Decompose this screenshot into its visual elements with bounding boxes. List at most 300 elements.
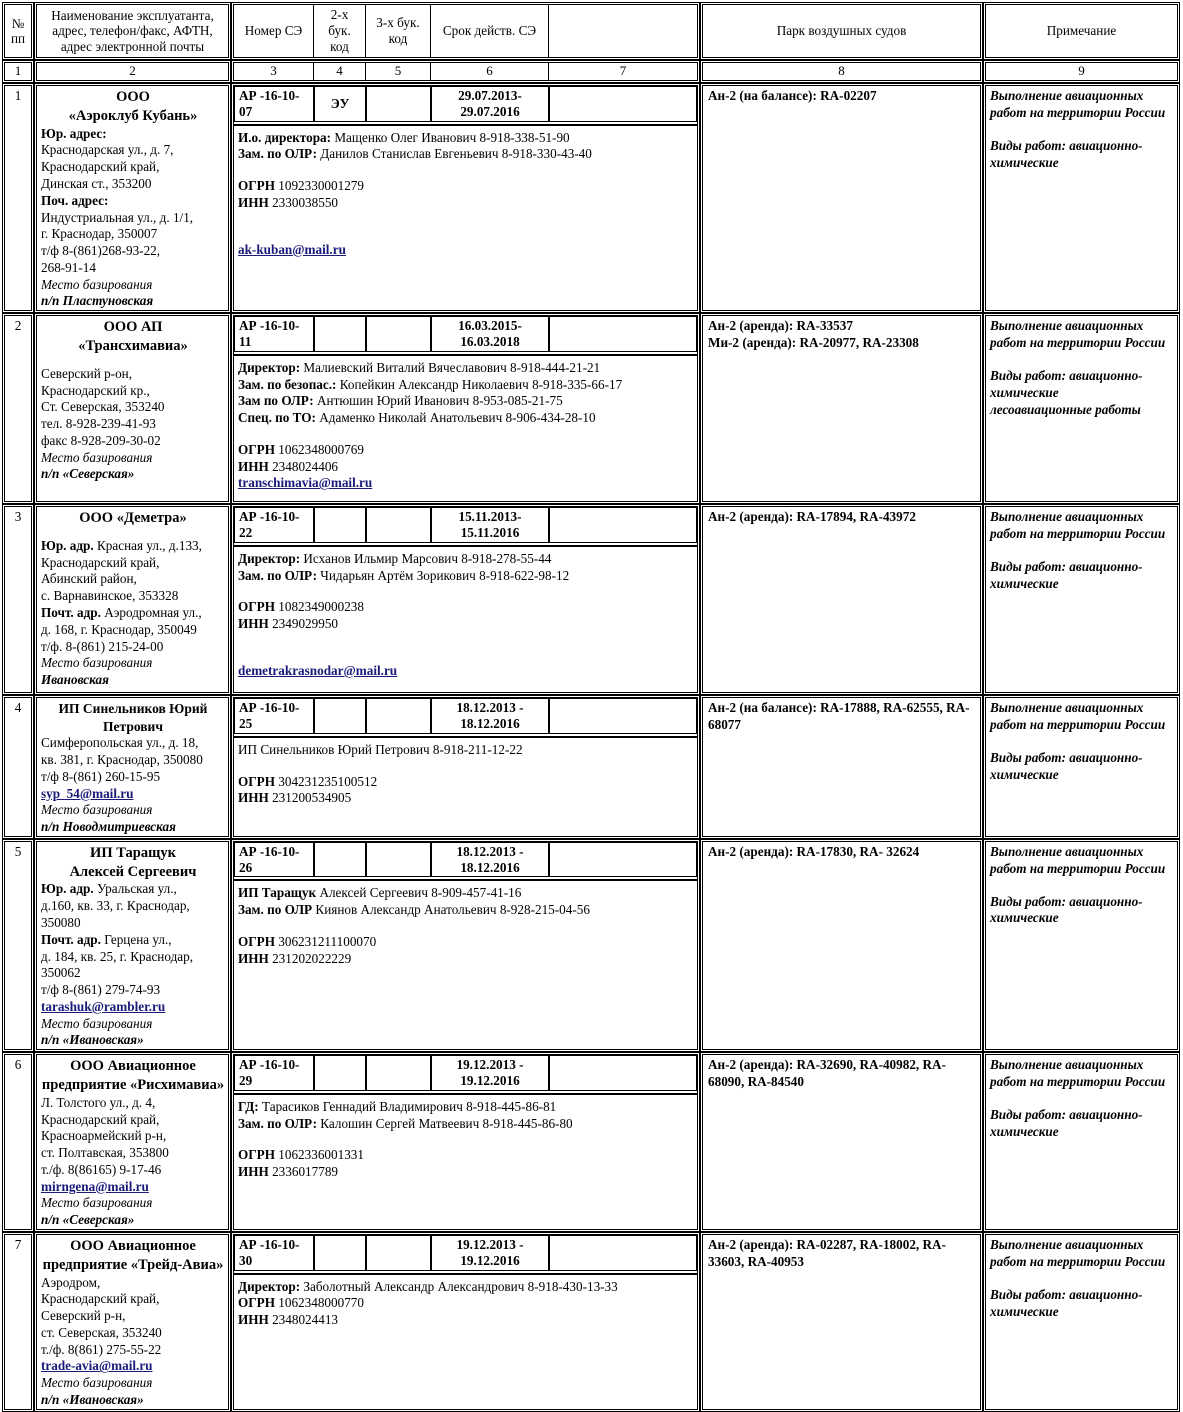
operator-name [41, 700, 225, 735]
registry-id-label: ОГРН [238, 1147, 275, 1163]
header-operator: Наименование эксплуатанта, адрес, телефон/факс, АФТН, адрес электронной почты [34, 2, 231, 60]
header-num-9: 9 [983, 60, 1180, 83]
contact-line [238, 1279, 693, 1296]
address-line: д.160, кв. 33, г. Краснодар, [41, 898, 190, 914]
address-line: Краснодарский край, [41, 159, 160, 175]
row-number-value: 6 [14, 1057, 22, 1073]
aircraft-fleet: Ан-2 (аренда): RA-02287, RA-18002, RA-33603, RA-40953 [700, 1232, 983, 1412]
address-label: Почт. адр. [41, 605, 101, 621]
contact-value: Адаменко Николай Анатольевич 8-906-434-28-10 [315, 410, 596, 426]
operator-info [34, 83, 231, 313]
operator-address [41, 126, 225, 310]
contact-value: 304231235100512 [274, 773, 378, 789]
operator-email-link[interactable]: ak-kuban@mail.ru [238, 241, 346, 257]
address-line: Ст. Северская, 353240 [41, 399, 165, 415]
certificate-number: АР -16-10-29 [234, 1055, 314, 1091]
two-letter-code [314, 316, 366, 352]
three-letter-code [366, 698, 431, 734]
contact-line [238, 551, 693, 568]
header-code3: 3-х бук. код [366, 5, 431, 57]
contact-value: Исханов Ильмир Марсович 8-918-278-55-44 [300, 550, 552, 566]
certificate-number: АР -16-10-07 [234, 86, 314, 122]
operator-email-link[interactable]: demetrakrasnodar@mail.ru [238, 662, 398, 678]
base-label: Место базирования [41, 655, 153, 671]
address-line: ст. Северская, 353240 [41, 1324, 162, 1340]
contact-line [238, 393, 693, 410]
address-line: т/ф 8-(861) 279-74-93 [41, 982, 161, 998]
contact-gap [238, 212, 693, 227]
two-letter-code [314, 1235, 366, 1271]
aircraft-fleet: Ан-2 (на балансе): RA-02207 [700, 83, 983, 313]
note-activity: Выполнение авиационных работ на территории России [990, 1236, 1166, 1269]
contact-line [238, 195, 693, 212]
contact-line [238, 902, 693, 919]
row-number [2, 83, 34, 313]
base-location: Ивановская [41, 672, 109, 688]
certificate-block [231, 1232, 700, 1412]
operator-row-6 [2, 1052, 1180, 1232]
note-work-types: Виды работ: авиационно-химические [990, 1106, 1143, 1139]
header-num-group [231, 60, 700, 83]
address-label: Почт. адр. [41, 931, 101, 947]
header-num-3: 3 [234, 63, 314, 80]
operator-name-line2: «Трансхимавиа» [78, 337, 188, 354]
base-label: Место базирования [41, 1195, 153, 1211]
operator-name-line1: ООО «Деметра» [79, 510, 187, 527]
operator-notes [983, 839, 1180, 1052]
address-line: Почт. адр. Герцена ул., [41, 931, 172, 947]
operator-name [41, 509, 225, 528]
address-gap [41, 528, 225, 538]
aircraft-fleet: Ан-2 (на балансе): RA-17888, RA-62555, RA-68077 [700, 695, 983, 839]
operator-name-line1: ИП Синельников Юрий [58, 701, 208, 717]
contact-role: Директор: [238, 550, 301, 566]
registry-id-label: ОГРН [238, 599, 275, 615]
contact-value: Антюшин Юрий Иванович 8-953-085-21-75 [313, 393, 563, 409]
address-label: Поч. адрес: [41, 192, 109, 208]
address-line: 268-91-14 [41, 259, 96, 275]
contact-role: Зам. по ОЛР: [238, 146, 317, 162]
contact-line [238, 360, 693, 377]
operator-row-1 [2, 83, 1180, 313]
note-work-types: Виды работ: авиационно-химические [990, 367, 1143, 400]
operator-name [41, 1057, 225, 1095]
address-label: Юр. адр. [41, 537, 94, 553]
contact-value: ИП Синельников Юрий Петрович 8-918-211-12-22 [238, 741, 523, 757]
certificate-validity: 15.11.2013-15.11.2016 [431, 507, 549, 543]
address-line: Красноармейский р-н, [41, 1128, 167, 1144]
contact-role: И.о. директора: [238, 129, 332, 145]
operator-email-link[interactable]: mirngena@mail.ru [41, 1178, 149, 1194]
certificate-validity: 18.12.2013 - 18.12.2016 [431, 842, 549, 878]
note-extra: лесоавиационные работы [990, 401, 1141, 417]
row-number [2, 1052, 34, 1232]
row-number [2, 695, 34, 839]
column-7 [549, 842, 697, 878]
certificate-validity: 29.07.2013-29.07.2016 [431, 86, 549, 122]
contact-line [238, 178, 693, 195]
operator-row-3 [2, 504, 1180, 695]
certificate-block [231, 83, 700, 313]
address-line: кв. 381, г. Краснодар, 350080 [41, 751, 203, 767]
column-7 [549, 86, 697, 122]
base-location: п/п «Ивановская» [41, 1032, 144, 1048]
contact-line [238, 951, 693, 968]
address-line: д. 184, кв. 25, г. Краснодар, [41, 948, 194, 964]
contact-line [238, 934, 693, 951]
column-7 [549, 1055, 697, 1091]
operator-contacts [234, 1093, 697, 1181]
operators-registry-table [2, 2, 1180, 1412]
address-line: Юр. адр. Уральская ул., [41, 881, 177, 897]
row-number-value: 1 [14, 88, 22, 103]
address-line: д. 168, г. Краснодар, 350049 [41, 621, 197, 637]
registry-id-label: ИНН [238, 458, 269, 474]
operator-address [41, 1095, 225, 1229]
contact-gap [238, 648, 693, 663]
address-line: г. Краснодар, 350007 [41, 226, 158, 242]
contact-value: 2348024413 [268, 1312, 339, 1328]
operator-info [34, 695, 231, 839]
contact-gap [238, 427, 693, 442]
operator-name-line2: Петрович [103, 718, 163, 734]
contact-gap [238, 633, 693, 648]
row-number-value: 2 [14, 318, 22, 334]
note-activity: Выполнение авиационных работ на территории России [990, 843, 1166, 876]
contact-value: Алексей Сергеевич 8-909-457-41-16 [316, 885, 522, 901]
address-line: т/ф. 8-(861) 215-24-00 [41, 638, 164, 654]
contact-line [238, 442, 693, 459]
contact-role: ГД: [238, 1098, 259, 1114]
row-number [2, 839, 34, 1052]
registry-id-label: ИНН [238, 790, 269, 806]
operator-row-7 [2, 1232, 1180, 1412]
address-line: ст. Полтавская, 353800 [41, 1145, 169, 1161]
operator-address [41, 528, 225, 689]
address-line: Краснодарский кр., [41, 382, 150, 398]
registry-id-label: ИНН [238, 616, 269, 632]
two-letter-code [314, 842, 366, 878]
contact-role: Зам по ОЛР: [238, 393, 314, 409]
registry-id-label: ОГРН [238, 773, 275, 789]
three-letter-code [366, 842, 431, 878]
contact-line [238, 1295, 693, 1312]
operator-email-link[interactable]: tarashuk@rambler.ru [41, 998, 166, 1014]
aircraft-fleet: Ан-2 (аренда): RA-33537 Ми-2 (аренда): RA-20977, RA-23308 [700, 313, 983, 504]
contact-role: Спец. по ТО: [238, 410, 316, 426]
contact-role: Директор: [238, 359, 301, 375]
operator-notes [983, 695, 1180, 839]
address-label: Юр. адр. [41, 881, 94, 897]
operator-name-line1: ООО Авиационное [70, 1237, 196, 1254]
note-activity: Выполнение авиационных работ на территории России [990, 318, 1166, 350]
address-line: тел. 8-928-239-41-93 [41, 416, 156, 432]
operator-notes [983, 313, 1180, 504]
operator-contacts [234, 124, 697, 259]
operator-notes [983, 1232, 1180, 1412]
header-numbers-row [2, 60, 1180, 83]
contact-value: Тарасиков Геннадий Владимирович 8-918-445-86-81 [258, 1098, 557, 1114]
contact-value: Данилов Станислав Евгеньевич 8-918-330-43-40 [316, 146, 592, 162]
note-work-types: Виды работ: авиационно-химические [990, 137, 1143, 170]
operator-name [41, 318, 225, 356]
row-number [2, 1232, 34, 1412]
contact-line [238, 146, 693, 163]
column-7 [549, 698, 697, 734]
operator-name-line1: ООО [116, 89, 150, 105]
certificate-number: АР -16-10-25 [234, 698, 314, 734]
certificate-validity: 18.12.2013 - 18.12.2016 [431, 698, 549, 734]
contact-role: Зам. по ОЛР [238, 902, 313, 918]
registry-id-label: ИНН [238, 1164, 269, 1180]
two-letter-code [314, 698, 366, 734]
address-line: Краснодарский край, [41, 1111, 160, 1127]
contact-value: 1082349000238 [274, 599, 364, 615]
address-line: Краснодарская ул., д. 7, [41, 142, 174, 158]
certificate-number: АР -16-10-11 [234, 316, 314, 352]
header-num-6: 6 [431, 63, 549, 80]
operator-name-line1: ИП Таращук [90, 844, 176, 861]
base-location: п/п «Северская» [41, 1212, 135, 1228]
contact-value: 1092330001279 [274, 178, 364, 194]
certificate-validity: 16.03.2015-16.03.2018 [431, 316, 549, 352]
operator-notes [983, 83, 1180, 313]
operator-name-line1: ООО Авиационное [70, 1058, 196, 1075]
contact-value: Заболотный Александр Александрович 8-918-430-13-33 [300, 1278, 618, 1294]
address-line: Краснодарский край, [41, 1291, 160, 1307]
two-letter-code [314, 1055, 366, 1091]
contact-value: 231200534905 [268, 790, 352, 806]
contact-gap [238, 759, 693, 774]
contact-line [238, 790, 693, 807]
header-num-1: 1 [2, 60, 34, 83]
operator-email-link[interactable]: transchimavia@mail.ru [238, 475, 373, 491]
contact-role: Зам. по ОЛР: [238, 567, 317, 583]
registry-id-label: ОГРН [238, 178, 275, 194]
note-work-types: Виды работ: авиационно-химические [990, 749, 1143, 782]
contact-value: Калошин Сергей Матвеевич 8-918-445-86-80 [316, 1115, 573, 1131]
contact-line [238, 568, 693, 585]
aircraft-fleet: Ан-2 (аренда): RA-32690, RA-40982, RA-68090, RA-84540 [700, 1052, 983, 1232]
note-activity: Выполнение авиационных работ на территории России [990, 700, 1166, 732]
base-label: Место базирования [41, 1015, 153, 1031]
operator-notes [983, 1052, 1180, 1232]
certificate-block [231, 313, 700, 504]
contact-line [238, 616, 693, 633]
address-line: Северский р-он, [41, 365, 133, 381]
certificate-block [231, 504, 700, 695]
header-num-5: 5 [366, 63, 431, 80]
contact-gap [238, 584, 693, 599]
two-letter-code: ЭУ [314, 86, 366, 122]
contact-role: Зам. по безопас.: [238, 376, 337, 392]
registry-id-label: ОГРН [238, 1295, 275, 1311]
operator-contacts [234, 879, 697, 967]
three-letter-code [366, 316, 431, 352]
base-label: Место базирования [41, 1375, 153, 1391]
contact-line [238, 599, 693, 616]
row-number-value: 7 [14, 1236, 22, 1252]
contact-role: Директор: [238, 1278, 301, 1294]
contact-line [238, 410, 693, 427]
registry-id-label: ИНН [238, 1312, 269, 1328]
base-label: Место базирования [41, 276, 153, 292]
certificate-number: АР -16-10-26 [234, 842, 314, 878]
operator-email-link[interactable]: syp_54@mail.ru [41, 785, 134, 801]
row-number-value: 3 [14, 509, 22, 525]
note-work-types: Виды работ: авиационно-химические [990, 558, 1143, 591]
note-work-types: Виды работ: авиационно-химические [990, 893, 1143, 926]
address-line: 350080 [41, 915, 81, 931]
base-label: Место базирования [41, 449, 153, 465]
operator-info [34, 1232, 231, 1412]
contact-value: 2336017789 [268, 1164, 339, 1180]
contact-role: Зам. по ОЛР: [238, 1115, 317, 1131]
contact-value: 2348024406 [268, 458, 339, 474]
registry-id-label: ОГРН [238, 441, 275, 457]
row-number [2, 504, 34, 695]
certificate-validity: 19.12.2013 - 19.12.2016 [431, 1055, 549, 1091]
operator-info [34, 1052, 231, 1232]
address-line: Симферопольская ул., д. 18, [41, 735, 199, 751]
column-7 [549, 1235, 697, 1271]
operator-contacts [234, 545, 697, 680]
contact-line [238, 742, 693, 759]
operator-row-4 [2, 695, 1180, 839]
operator-notes [983, 504, 1180, 695]
operator-contacts [234, 354, 697, 492]
contact-value: 2349029950 [268, 616, 339, 632]
address-line: Почт. адр. Аэродромная ул., [41, 605, 202, 621]
operator-info [34, 504, 231, 695]
contact-line [238, 774, 693, 791]
three-letter-code [366, 1235, 431, 1271]
header-cert-number: Номер СЭ [234, 5, 314, 57]
header-num-8: 8 [700, 60, 983, 83]
contact-line [238, 130, 693, 147]
two-letter-code [314, 507, 366, 543]
header-validity: Срок действ. СЭ [431, 5, 549, 57]
address-line: Аэродром, [41, 1274, 101, 1290]
header-certificate-group [231, 2, 700, 60]
operator-address [41, 356, 225, 483]
address-line: Абинский район, [41, 571, 137, 587]
address-line: т./ф. 8(861) 275-55-22 [41, 1341, 162, 1357]
operator-name [41, 844, 225, 882]
base-location: п/п Новодмитриевская [41, 819, 176, 835]
address-line: Северский р-н, [41, 1308, 126, 1324]
note-activity: Выполнение авиационных работ на территории России [990, 1057, 1166, 1090]
address-line: Л. Толстого ул., д. 4, [41, 1094, 156, 1110]
note-activity: Выполнение авиационных работ на территории России [990, 88, 1166, 120]
operator-address [41, 881, 225, 1049]
operator-contacts [234, 736, 697, 807]
address-line: Юр. адр. Красная ул., д.133, [41, 537, 202, 553]
contact-value: 1062348000769 [274, 441, 364, 457]
operator-info [34, 313, 231, 504]
operator-address [41, 1275, 225, 1409]
contact-value: 1062336001331 [274, 1147, 364, 1163]
row-number-value: 4 [14, 700, 22, 716]
contact-value: Копейкин Александр Николаевич 8-918-335-66-17 [336, 376, 623, 392]
operator-name [41, 1237, 225, 1275]
contact-line [238, 1099, 693, 1116]
aircraft-fleet: Ан-2 (аренда): RA-17830, RA- 32624 [700, 839, 983, 1052]
contact-line [238, 1164, 693, 1181]
address-line: т/ф 8-(861) 260-15-95 [41, 768, 161, 784]
note-activity: Выполнение авиационных работ на территории России [990, 509, 1166, 541]
certificate-block [231, 1052, 700, 1232]
contact-value: Малиевский Виталий Вячеславович 8-918-444-21-21 [300, 359, 601, 375]
contact-line [238, 1147, 693, 1164]
contact-value: 2330038550 [268, 194, 339, 210]
operator-contacts [234, 1273, 697, 1329]
contact-value: Чидарьян Артём Зорикович 8-918-622-98-12 [316, 567, 570, 583]
header-notes: Примечание [983, 2, 1180, 60]
contact-value: Киянов Александр Анатольевич 8-928-215-04-56 [312, 902, 590, 918]
operator-name-line2: предприятие «Трейд-Авиа» [42, 1256, 224, 1273]
column-7 [549, 507, 697, 543]
contact-line [238, 885, 693, 902]
base-location: п/п «Ивановская» [41, 1392, 144, 1407]
three-letter-code [366, 86, 431, 122]
operator-row-2 [2, 313, 1180, 504]
contact-role: ИП Таращук [238, 885, 317, 901]
address-line: 350062 [41, 965, 81, 981]
base-location: п/п Пластуновская [41, 293, 154, 309]
registry-id-label: ОГРН [238, 934, 275, 950]
operator-email-link[interactable]: trade-avia@mail.ru [41, 1358, 153, 1374]
header-col7 [549, 5, 697, 57]
header-num-7: 7 [619, 63, 627, 78]
operator-address [41, 735, 225, 836]
column-7 [549, 316, 697, 352]
header-num-4: 4 [314, 63, 366, 80]
row-number [2, 313, 34, 504]
address-label: Юр. адрес: [41, 125, 107, 141]
address-line: Краснодарский край, [41, 554, 160, 570]
contact-line [238, 459, 693, 476]
contact-value: Мащенко Олег Иванович 8-918-338-51-90 [331, 129, 570, 145]
three-letter-code [366, 507, 431, 543]
address-line: т/ф 8-(861)268-93-22, [41, 243, 161, 259]
address-line: факс 8-928-209-30-02 [41, 432, 161, 448]
aircraft-fleet: Ан-2 (аренда): RA-17894, RA-43972 [700, 504, 983, 695]
certificate-number: АР -16-10-22 [234, 507, 314, 543]
address-line: с. Варнавинское, 353328 [41, 588, 179, 604]
address-line: Индустриальная ул., д. 1/1, [41, 209, 194, 225]
three-letter-code [366, 1055, 431, 1091]
contact-line [238, 1116, 693, 1133]
operator-name-line1: ООО АП [103, 319, 163, 336]
operator-name [41, 88, 225, 126]
operator-row-5 [2, 839, 1180, 1052]
operator-info [34, 839, 231, 1052]
operator-name-line2: Алексей Сергеевич [69, 863, 197, 880]
address-line: Динская ст., 353200 [41, 175, 152, 191]
contact-gap [238, 163, 693, 178]
contact-gap [238, 919, 693, 934]
certificate-block [231, 839, 700, 1052]
base-label: Место базирования [41, 802, 153, 818]
contact-value: 1062348000770 [274, 1295, 364, 1311]
contact-gap [238, 227, 693, 242]
header-num: № пп [2, 2, 34, 60]
row-number-value: 5 [14, 843, 22, 859]
operator-name-line2: «Аэроклуб Кубань» [68, 107, 198, 124]
address-line: т./ф. 8(86165) 9-17-46 [41, 1161, 162, 1177]
note-work-types: Виды работ: авиационно-химические [990, 1286, 1143, 1319]
